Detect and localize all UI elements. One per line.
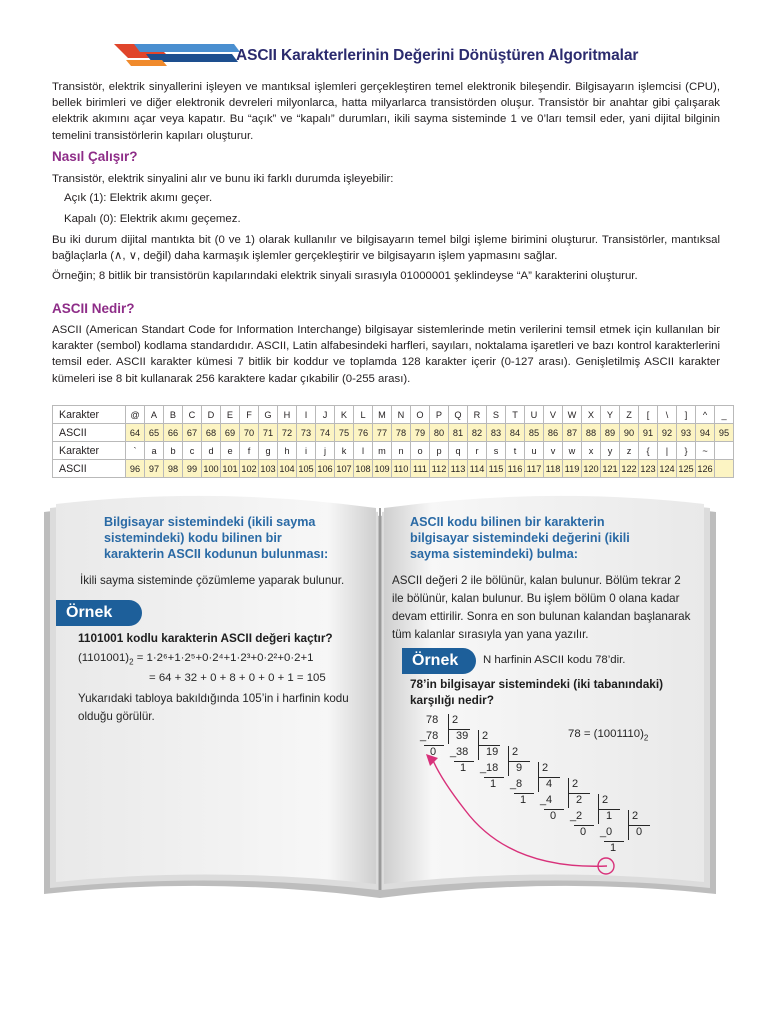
table-cell: 93	[677, 424, 696, 442]
how-paragraph: Bu iki durum dijital mantıkta bit (0 ve 1) olarak kullanılır ve bilgisayarın temel bilgi işleme birimini oluşturur. Transistörler, mantıksal bağlaçlarla (∧, ∨, değil) daha karmaşık işlemler gerçekleştirir ve bilgisayarın işlem yapmasını sağlar.	[52, 234, 720, 263]
division-minus: _	[570, 810, 577, 822]
equation-line-1	[78, 652, 313, 666]
table-cell: z	[620, 442, 639, 460]
division-product: 18	[486, 762, 499, 774]
table-cell: x	[582, 442, 601, 460]
division-product: 0	[606, 826, 613, 838]
table-cell: 88	[582, 424, 601, 442]
table-cell: 98	[164, 460, 183, 478]
table-cell: 100	[202, 460, 221, 478]
equation-base: 2	[129, 657, 134, 667]
how-lead: Transistör, elektrik sinyalini alır ve bunu iki farklı durumda işleyebilir:	[52, 173, 394, 185]
header-stripes-icon	[112, 44, 240, 66]
division-product: 4	[546, 794, 553, 806]
table-cell: 114	[468, 460, 487, 478]
table-cell: 124	[658, 460, 677, 478]
table-cell: 118	[544, 460, 563, 478]
table-cell: l	[354, 442, 373, 460]
table-cell: w	[563, 442, 582, 460]
table-cell: 116	[506, 460, 525, 478]
division-dividend: 39	[456, 730, 469, 742]
table-cell: 110	[392, 460, 411, 478]
division-divisor: 2	[542, 762, 549, 774]
table-cell: s	[487, 442, 506, 460]
division-minus: _	[540, 794, 547, 806]
table-cell: y	[601, 442, 620, 460]
division-divisor: 2	[602, 794, 609, 806]
table-cell: 91	[639, 424, 658, 442]
table-cell: 64	[126, 424, 145, 442]
table-cell: 117	[525, 460, 544, 478]
table-cell: 71	[259, 424, 278, 442]
table-cell: 83	[487, 424, 506, 442]
table-cell: T	[506, 406, 525, 424]
table-cell: 79	[411, 424, 430, 442]
table-cell: 95	[715, 424, 734, 442]
table-cell: 86	[544, 424, 563, 442]
table-cell	[715, 460, 734, 478]
left-page-title: Bilgisayar sistemindeki (ikili sayma sistemindeki) kodu bilinen bir karakterin ASCII kodunun bulunması:	[104, 515, 329, 561]
division-product: 38	[456, 746, 469, 758]
table-cell: o	[411, 442, 430, 460]
row-label: ASCII	[53, 424, 126, 442]
table-cell: 66	[164, 424, 183, 442]
binary-result	[568, 728, 648, 742]
table-row	[53, 406, 734, 424]
table-cell: a	[145, 442, 164, 460]
table-cell: 111	[411, 460, 430, 478]
table-cell: 121	[601, 460, 620, 478]
table-cell: 70	[240, 424, 259, 442]
equation-lhs: (1101001)	[78, 652, 130, 664]
table-cell: m	[373, 442, 392, 460]
table-cell: 108	[354, 460, 373, 478]
table-cell: 105	[297, 460, 316, 478]
table-cell: G	[259, 406, 278, 424]
example-paragraph: Örneğin; 8 bitlik bir transistörün kapılarındaki elektrik sinyali sırasıyla 01000001 şeklindeyse “A” karakterini oluşturur.	[52, 270, 638, 282]
equation-line-2: = 64 + 32 + 0 + 8 + 0 + 0 + 1 = 105	[149, 672, 326, 684]
table-cell: n	[392, 442, 411, 460]
table-cell: _	[715, 406, 734, 424]
table-cell: 76	[354, 424, 373, 442]
table-cell: 103	[259, 460, 278, 478]
division-minus: _	[420, 730, 427, 742]
table-cell: Y	[601, 406, 620, 424]
table-cell: B	[164, 406, 183, 424]
table-cell: 126	[696, 460, 715, 478]
table-cell: p	[430, 442, 449, 460]
division-minus: _	[450, 746, 457, 758]
table-cell: |	[658, 442, 677, 460]
table-cell: 99	[183, 460, 202, 478]
table-cell: L	[354, 406, 373, 424]
table-cell: 109	[373, 460, 392, 478]
table-cell: k	[335, 442, 354, 460]
table-cell: u	[525, 442, 544, 460]
table-cell: R	[468, 406, 487, 424]
table-cell: 78	[392, 424, 411, 442]
table-cell: 65	[145, 424, 164, 442]
intro-paragraph: Transistör, elektrik sinyallerini işleyen ve mantıksal işlemleri gerçekleştiren temel elektronik bileşendir. Bilgisayarın işlemcisi (CPU), bellek birimleri ve diğer elektronik devreleri milyonlarca, hatta milyarlarca transistörden oluşur. Transistör bir anahtar gibi çalışarak elektrik akımını açar veya kapatır. Bu “açık” ve “kapalı” durumları, ikili sayma sisteminde 1 ve 0’ları temsil eder, yani dijital bilginin temelini transistörlerin kapıları oluşturur.	[52, 81, 720, 142]
table-cell: 80	[430, 424, 449, 442]
division-minus: _	[510, 778, 517, 790]
table-cell: 84	[506, 424, 525, 442]
table-cell: 69	[221, 424, 240, 442]
table-cell: K	[335, 406, 354, 424]
division-divisor: 2	[482, 730, 489, 742]
division-divisor: 2	[512, 746, 519, 758]
division-dividend: 9	[516, 762, 523, 774]
division-dividend: 1	[606, 810, 613, 822]
table-cell: t	[506, 442, 525, 460]
row-label: Karakter	[53, 406, 126, 424]
state-open: Açık (1): Elektrik akımı geçer.	[64, 192, 213, 204]
table-cell: 96	[126, 460, 145, 478]
table-cell: 68	[202, 424, 221, 442]
table-cell: M	[373, 406, 392, 424]
table-cell: ]	[677, 406, 696, 424]
table-cell: ^	[696, 406, 715, 424]
division-divisor: 2	[572, 778, 579, 790]
table-cell: c	[183, 442, 202, 460]
table-row	[53, 460, 734, 478]
division-remainder: 1	[520, 794, 527, 806]
section-title-ascii: ASCII Nedir?	[52, 301, 135, 316]
left-question: 1101001 kodlu karakterin ASCII değeri kaçtır?	[78, 631, 333, 645]
section-title-how: Nasıl Çalışır?	[52, 149, 138, 164]
table-cell: 122	[620, 460, 639, 478]
table-cell: 97	[145, 460, 164, 478]
table-cell: O	[411, 406, 430, 424]
table-cell: I	[297, 406, 316, 424]
table-cell: 101	[221, 460, 240, 478]
table-cell: v	[544, 442, 563, 460]
table-cell: 74	[316, 424, 335, 442]
division-minus: _	[600, 826, 607, 838]
table-cell: 85	[525, 424, 544, 442]
table-cell: 119	[563, 460, 582, 478]
division-divisor: 2	[452, 714, 459, 726]
table-cell: 82	[468, 424, 487, 442]
division-remainder: 1	[490, 778, 497, 790]
table-cell: 102	[240, 460, 259, 478]
division-minus: _	[480, 762, 487, 774]
table-cell: ~	[696, 442, 715, 460]
table-cell: 104	[278, 460, 297, 478]
result-text: 78 = (1001110)	[568, 728, 644, 740]
table-cell: J	[316, 406, 335, 424]
right-page-title: ASCII kodu bilinen bir karakterin bilgisayar sistemindeki değerini (ikili sayma sistemindeki) bulma:	[410, 515, 630, 561]
table-row	[53, 424, 734, 442]
table-cell: 107	[335, 460, 354, 478]
row-label: Karakter	[53, 442, 126, 460]
division-remainder: 0	[550, 810, 557, 822]
division-product: 8	[516, 778, 523, 790]
table-cell: P	[430, 406, 449, 424]
table-cell: q	[449, 442, 468, 460]
division-divisor: 2	[632, 810, 639, 822]
table-cell: h	[278, 442, 297, 460]
table-cell: E	[221, 406, 240, 424]
row-label: ASCII	[53, 460, 126, 478]
table-cell: 72	[278, 424, 297, 442]
table-cell: U	[525, 406, 544, 424]
table-cell: X	[582, 406, 601, 424]
example-badge-right: Örnek	[402, 648, 476, 674]
table-cell: j	[316, 442, 335, 460]
left-conclusion: Yukarıdaki tabloya bakıldığında 105’in i harfinin kodu olduğu görülür.	[78, 692, 349, 723]
division-dividend: 2	[576, 794, 583, 806]
left-page-text: İkili sayma sisteminde çözümleme yaparak bulunur.	[80, 574, 345, 587]
right-page-text: ASCII değeri 2 ile bölünür, kalan bulunur. Bölüm tekrar 2 ile bölünür, kalan bulunur. Bu işlem bölüm 0 olana kadar devam ettirilir. Sonra en son bulunan kalandan başlanarak tüm kalanlar sırasıyla yan yana yazılır.	[392, 574, 691, 641]
table-cell: N	[392, 406, 411, 424]
division-dividend: 78	[426, 714, 439, 726]
division-dividend: 4	[546, 778, 553, 790]
table-cell: 92	[658, 424, 677, 442]
table-cell: 106	[316, 460, 335, 478]
table-cell: g	[259, 442, 278, 460]
table-cell: S	[487, 406, 506, 424]
table-cell: V	[544, 406, 563, 424]
example-badge-left: Örnek	[56, 600, 142, 626]
division-dividend: 19	[486, 746, 499, 758]
table-cell: 113	[449, 460, 468, 478]
ascii-paragraph: ASCII (American Standart Code for Information Interchange) bilgisayar sistemlerinde metin verilerini temsil etmek için kullanılan bir karakter (sembol) kodlama standardıdır. ASCII, Latin alfabesindeki harfleri, sayıları, noktalama işaretleri ve bazı kontrol karakterlerini temsil eder. ASCII karakter kümesi 7 bitlik bir koddur ve toplamda 128 karakter içerir (0-127 arası). Genişletilmiş ASCII karakter kümeleri ise 8 bit kullanarak 256 karaktere kadar çıkabilir (0-255 arası).	[52, 324, 720, 385]
table-cell: 112	[430, 460, 449, 478]
division-final-quotient: 0	[636, 826, 643, 838]
table-cell: D	[202, 406, 221, 424]
table-cell: 89	[601, 424, 620, 442]
state-closed: Kapalı (0): Elektrik akımı geçemez.	[64, 213, 241, 225]
page-title: ASCII Karakterlerinin Değerini Dönüştüren Algoritmalar	[236, 47, 639, 64]
table-cell: r	[468, 442, 487, 460]
table-cell	[715, 442, 734, 460]
result-base: 2	[643, 733, 649, 743]
table-cell: 123	[639, 460, 658, 478]
table-cell: A	[145, 406, 164, 424]
equation-rhs: = 1·2⁶+1·2⁵+0·2⁴+1·2³+0·2²+0·2+1	[136, 652, 314, 664]
table-cell: @	[126, 406, 145, 424]
table-cell: W	[563, 406, 582, 424]
division-remainder: 1	[460, 762, 467, 774]
table-row	[53, 442, 734, 460]
table-cell: 120	[582, 460, 601, 478]
table-cell: 125	[677, 460, 696, 478]
table-cell: H	[278, 406, 297, 424]
table-cell: 115	[487, 460, 506, 478]
table-cell: C	[183, 406, 202, 424]
table-cell: 67	[183, 424, 202, 442]
table-cell: i	[297, 442, 316, 460]
table-cell: 75	[335, 424, 354, 442]
table-cell: [	[639, 406, 658, 424]
table-cell: Q	[449, 406, 468, 424]
ascii-table	[52, 405, 734, 478]
division-product: 2	[576, 810, 583, 822]
table-cell: {	[639, 442, 658, 460]
right-question: 78’in bilgisayar sistemindeki (iki tabanındaki) karşılığı nedir?	[410, 677, 664, 707]
table-cell: \	[658, 406, 677, 424]
table-cell: F	[240, 406, 259, 424]
division-product: 78	[426, 730, 439, 742]
division-remainder: 1	[610, 842, 617, 854]
table-cell: 94	[696, 424, 715, 442]
table-cell: 73	[297, 424, 316, 442]
right-note: N harfinin ASCII kodu 78’dir.	[483, 654, 626, 666]
table-cell: 90	[620, 424, 639, 442]
table-cell: `	[126, 442, 145, 460]
table-cell: e	[221, 442, 240, 460]
table-cell: 77	[373, 424, 392, 442]
division-remainder: 0	[580, 826, 587, 838]
table-cell: d	[202, 442, 221, 460]
table-cell: 87	[563, 424, 582, 442]
table-cell: f	[240, 442, 259, 460]
table-cell: Z	[620, 406, 639, 424]
table-cell: b	[164, 442, 183, 460]
header	[112, 44, 732, 72]
division-remainder: 0	[430, 746, 437, 758]
table-cell: }	[677, 442, 696, 460]
table-cell: 81	[449, 424, 468, 442]
book-illustration	[40, 490, 720, 902]
